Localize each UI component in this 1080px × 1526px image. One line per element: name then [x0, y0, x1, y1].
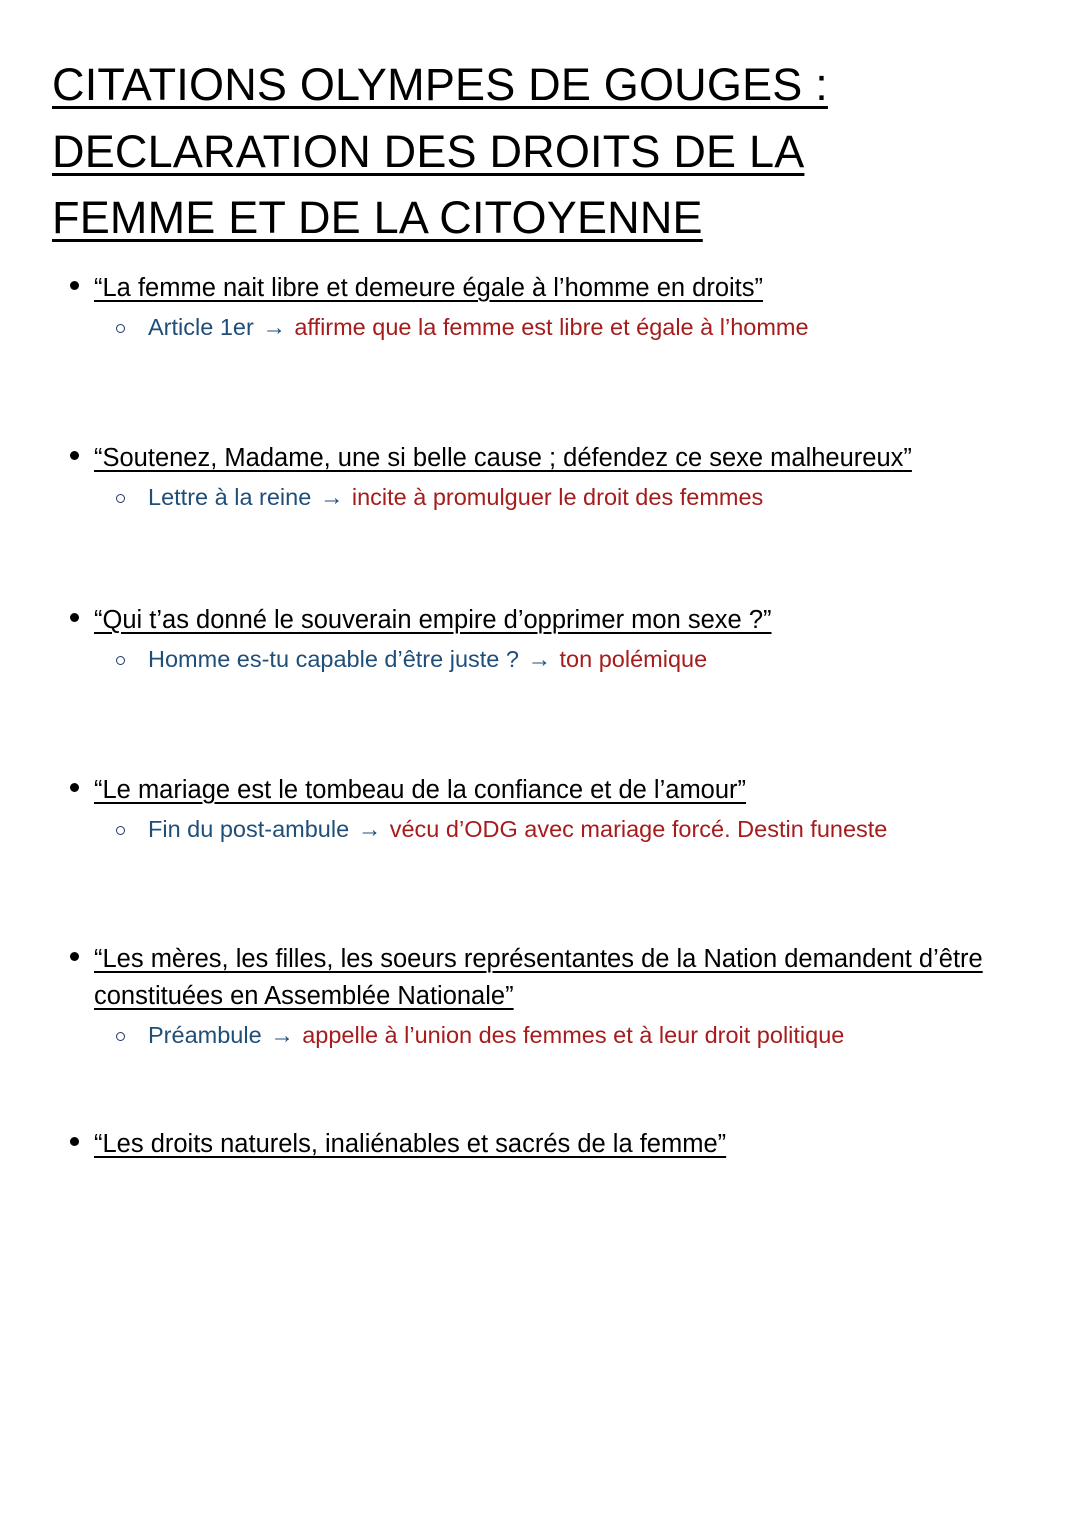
quote-citation: “La femme nait libre et demeure égale à l’homme en droits”	[94, 273, 763, 302]
spacer	[94, 845, 1022, 941]
quote-explanation: vécu d’ODG avec mariage forcé. Destin funeste	[389, 815, 888, 842]
quote-text	[94, 1126, 1022, 1162]
page-title	[52, 52, 1022, 252]
quote-annotation	[94, 312, 1022, 344]
quote-source: Fin du post-ambule	[148, 815, 350, 842]
hollow-bullet-icon	[116, 826, 125, 835]
spacer	[94, 676, 1022, 772]
quote-annotation	[94, 1020, 1022, 1052]
arrow-icon: →	[270, 1021, 294, 1048]
quote-text	[94, 941, 1022, 1013]
arrow-icon: →	[527, 645, 551, 672]
list-item	[52, 602, 1022, 772]
quote-citation: “Les droits naturels, inaliénables et sacrés de la femme”	[94, 1129, 727, 1158]
hollow-bullet-icon	[116, 494, 125, 503]
page-title-line-2: DECLARATION DES DROITS DE LA	[52, 125, 805, 177]
list-item	[52, 772, 1022, 942]
arrow-icon: →	[262, 313, 286, 340]
quote-annotation	[94, 814, 1022, 846]
quote-text	[94, 602, 1022, 638]
bullet-icon	[70, 952, 79, 961]
quote-citation: “Qui t’as donné le souverain empire d’opprimer mon sexe ?”	[94, 605, 772, 634]
hollow-bullet-icon	[116, 1032, 125, 1041]
quote-annotation	[94, 482, 1022, 514]
quote-citation: “Les mères, les filles, les soeurs représentantes de la Nation demandent d’être constituées en Assemblée Nationale”	[94, 945, 983, 1010]
spacer	[94, 514, 1022, 602]
list-item	[52, 1126, 1022, 1162]
quote-source: Préambule	[148, 1021, 262, 1048]
quote-explanation: ton polémique	[559, 645, 708, 672]
bullet-icon	[70, 451, 79, 460]
list-item	[52, 440, 1022, 602]
arrow-icon: →	[319, 483, 344, 510]
quote-source: Homme es-tu capable d’être juste ?	[148, 645, 519, 672]
list-item	[52, 270, 1022, 440]
quote-citation: “Soutenez, Madame, une si belle cause ; défendez ce sexe malheureux”	[94, 443, 912, 472]
hollow-bullet-icon	[116, 656, 125, 665]
quote-explanation: affirme que la femme est libre et égale à l’homme	[294, 313, 809, 340]
quote-explanation: appelle à l’union des femmes et à leur droit politique	[302, 1021, 845, 1048]
bullet-icon	[70, 281, 79, 290]
quote-text	[94, 270, 1022, 306]
page-title-line-1: CITATIONS OLYMPES DE GOUGES :	[52, 59, 828, 110]
hollow-bullet-icon	[116, 324, 125, 333]
quote-explanation: incite à promulguer le droit des femmes	[351, 483, 764, 510]
quote-source: Lettre à la reine	[148, 483, 312, 510]
spacer	[94, 344, 1022, 440]
list-item	[52, 941, 1022, 1125]
quote-text	[94, 772, 1022, 808]
quote-annotation	[94, 644, 1022, 676]
quote-source: Article 1er	[148, 313, 254, 340]
bullet-icon	[70, 783, 79, 792]
quote-list	[52, 270, 1022, 1162]
bullet-icon	[70, 1137, 79, 1146]
quote-text	[94, 440, 1022, 476]
spacer	[94, 1052, 1022, 1126]
page-title-line-3: FEMME ET DE LA CITOYENNE	[52, 192, 703, 244]
quote-citation: “Le mariage est le tombeau de la confiance et de l’amour”	[94, 775, 747, 804]
bullet-icon	[70, 613, 79, 622]
arrow-icon: →	[357, 815, 382, 842]
